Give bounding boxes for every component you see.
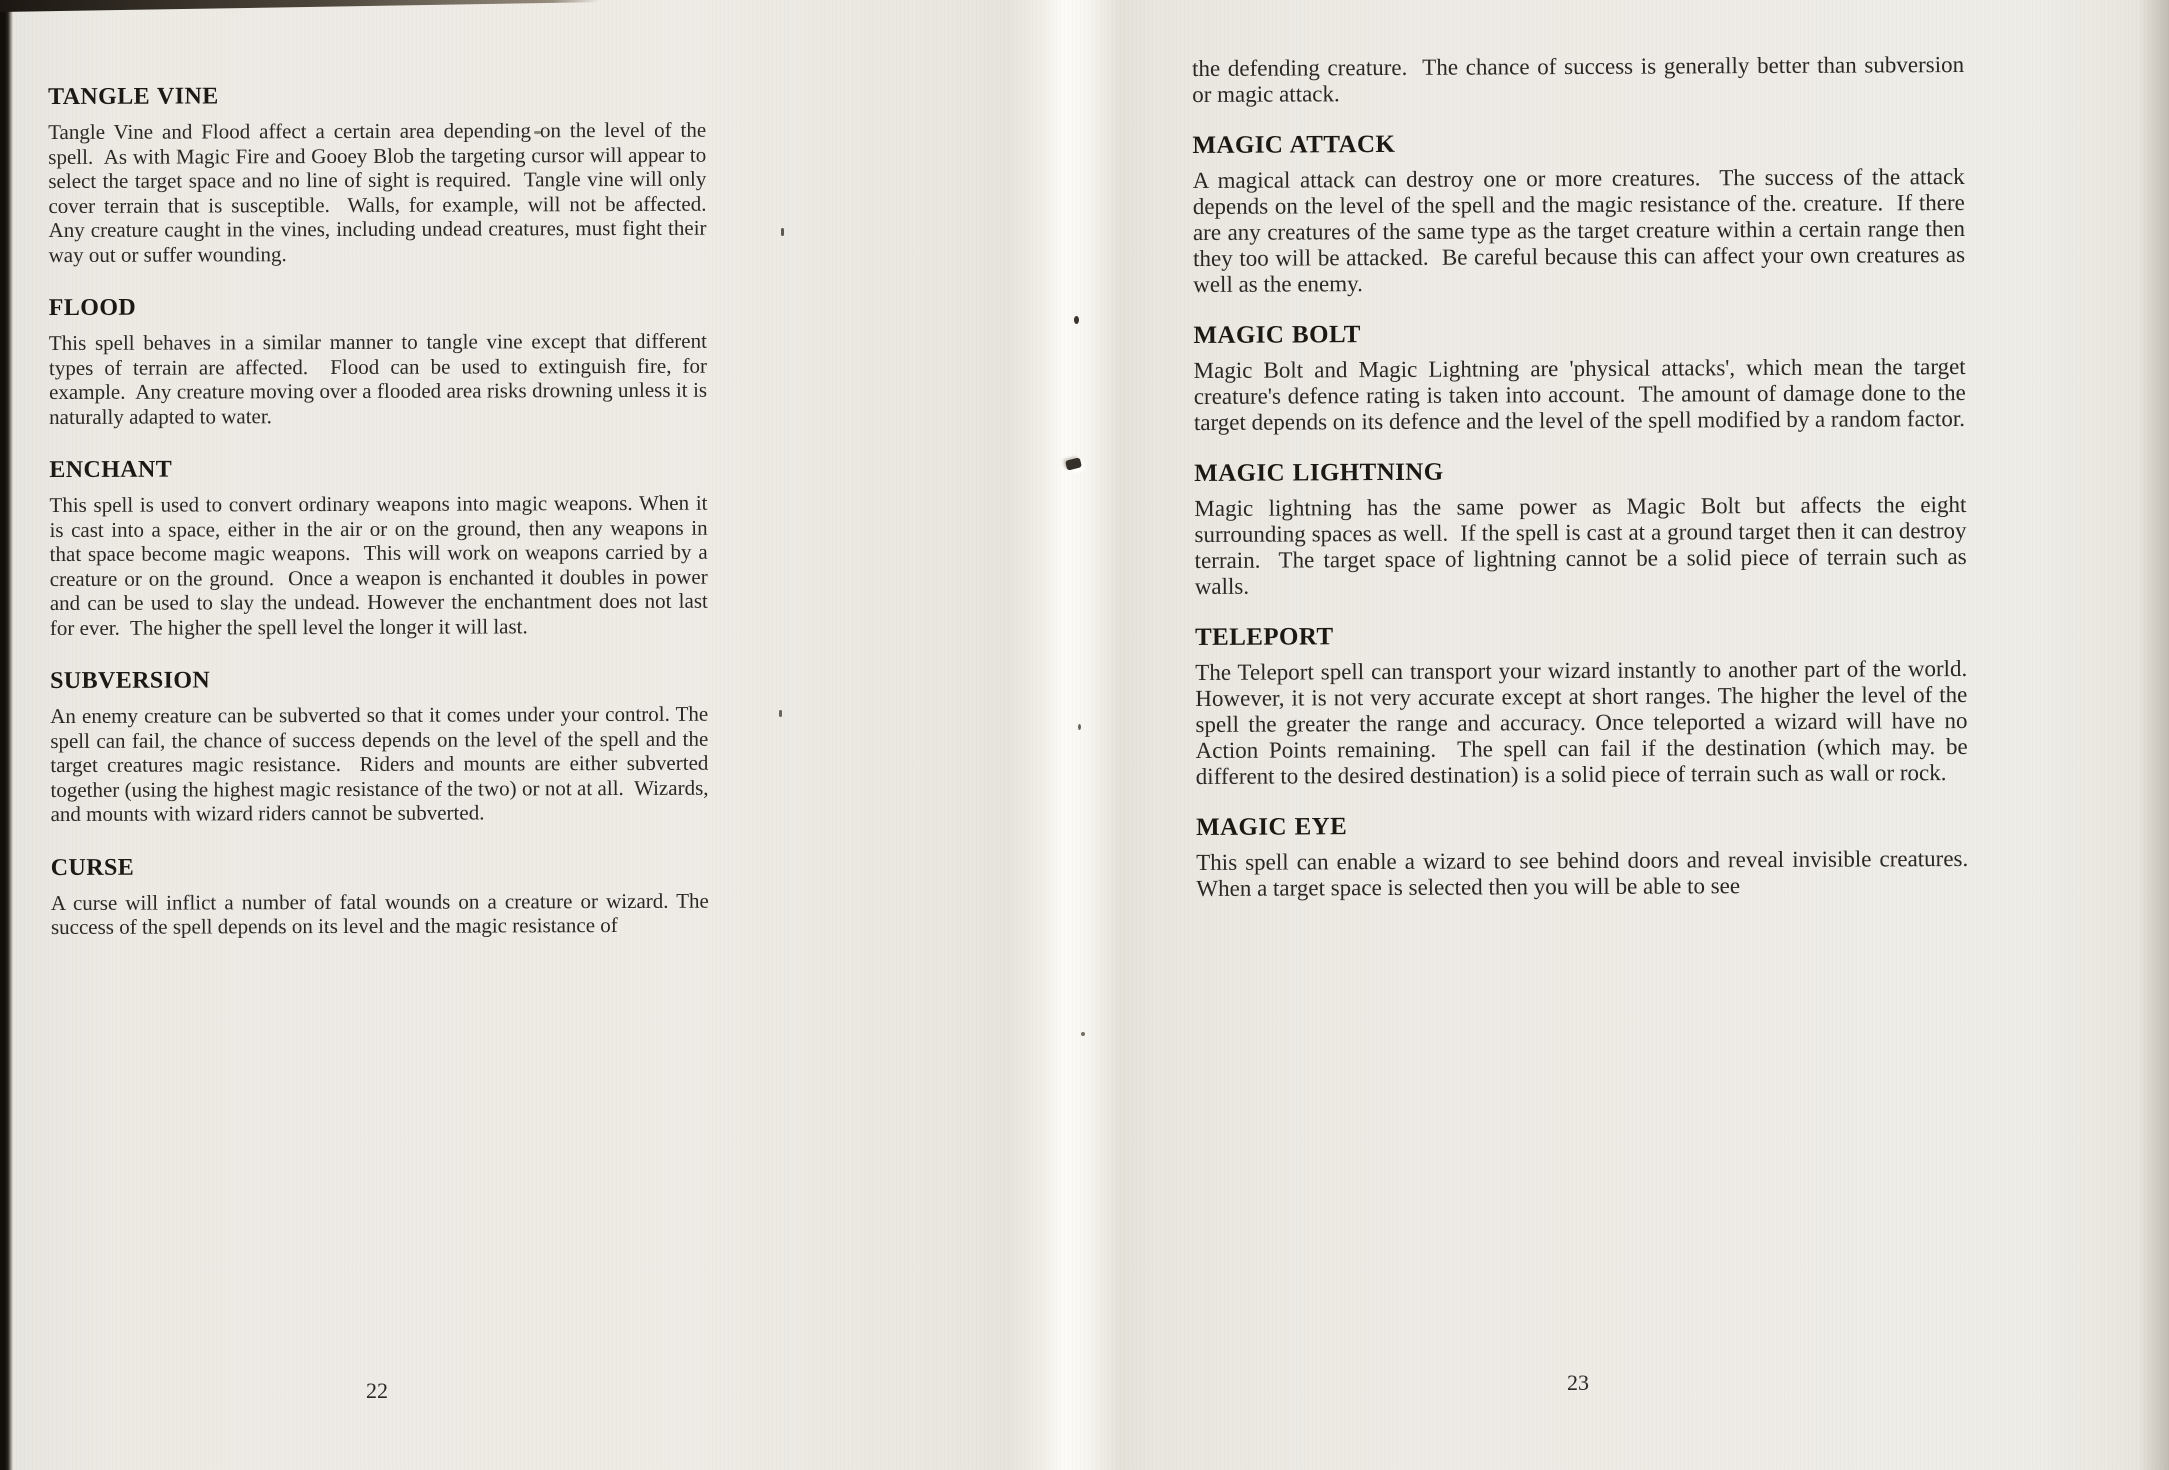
section-heading: CURSE [50,854,135,881]
section-heading: FLOOD [48,294,137,321]
section-heading: SUBVERSION [50,667,211,694]
spell-section-magic-attack [1192,128,1971,298]
section-heading: MAGIC EYE [1195,813,1348,841]
spell-section-tangle-vine [48,82,717,267]
scan-right-edge-shadow [2139,0,2169,1470]
section-heading: ENCHANT [49,456,173,483]
spell-section-enchant [49,455,714,640]
section-body: Magic lightning has the same power as Magic Bolt but affects the eight surrounding spaces as well. If the spell is cast at a ground target then it can destroy terrain. The target space of lightning cannot be a solid piece of terrain such as walls. [1194,491,1973,599]
section-body: Tangle Vine and Flood affect a certain area depending on the level of the spell. As with Magic Fire and Gooey Blob the targeting cursor will appear to select the target space and no line of sight is required. Tangle vine will only cover terrain that is susceptible. Walls, for example, will not be affected. Any creature caught in the vines, including undead creatures, must fight their way out or suffer wounding. [48,117,717,267]
section-heading: MAGIC LIGHTNING [1194,458,1444,487]
right-page-text-column [1192,51,1980,926]
spell-section-magic-lightning [1194,456,1973,600]
spell-section-flood [48,293,713,429]
section-heading: MAGIC BOLT [1193,321,1361,349]
spell-section-magic-bolt [1193,318,1972,436]
scan-speck [1081,1032,1085,1036]
section-body: A curse will inflict a number of fatal wounds on a creature or wizard. The success of the spell depends on its level and the magic resistance of [50,888,715,939]
left-page-text-column [48,82,717,968]
section-body: This spell behaves in a similar manner to tangle vine except that different types of terrain are affected. Flood can be used to extinguish fire, for example. Any creature moving over a flooded area risks drowning unless it is naturally adapted to water. [48,328,713,429]
spell-section-subversion [50,666,714,827]
scan-left-edge-shadow [0,0,13,1470]
continuation-paragraph: the defending creature. The chance of success is generally better than subversion or magic attack. [1192,51,1970,107]
spell-section-curse [50,852,715,939]
section-body: An enemy creature can be subverted so that it comes under your control. The spell can fail, the chance of success depends on the level of the spell and the target creatures magic resistance. Riders and mounts are either subverted together (using the highest magic resistance of the two) or not at all. Wizards, and mounts with wizard riders cannot be subverted. [50,701,714,826]
section-heading: TANGLE VINE [48,83,219,110]
scan-speck [1078,724,1081,730]
scan-speck [779,710,782,717]
spell-section-teleport [1194,620,1979,790]
section-heading: TELEPORT [1194,623,1334,651]
binding-staple-mark [1074,316,1079,324]
section-body: A magical attack can destroy one or more creatures. The success of the attack depends on the level of the spell and the magic resistance of the. creature. If there are any creatures of the same type as the target creature within a certain range then they too will be attacked. Be careful because this can affect your own creatures as well as the enemy. [1192,163,1971,297]
section-body: This spell can enable a wizard to see behind doors and reveal invisible creatures. When a target space is selected then you will be able to see [1196,845,1980,901]
section-body: Magic Bolt and Magic Lightning are 'physical attacks', which mean the target creature's defence rating is taken into account. The amount of damage done to the target depends on its defence and the level of the spell modified by a random factor. [1193,353,1972,435]
scan-speck [781,228,784,236]
page-number-left: 22 [366,1378,388,1403]
section-heading: MAGIC ATTACK [1192,130,1396,159]
page-number-right: 23 [1567,1370,1589,1395]
scan-top-edge-shadow [0,0,600,12]
section-body: This spell is used to convert ordinary weapons into magic weapons. When it is cast into a space, either in the air or on the ground, then any weapons in that space become magic weapons. This will work on weapons carried by a creature or on the ground. Once a weapon is enchanted it doubles in power and can be used to slay the undead. However the enchantment does not last for ever. The higher the spell level the longer it will last. [49,490,714,640]
binding-staple-mark [1065,457,1082,470]
spell-section-magic-eye [1195,810,1980,902]
section-body: The Teleport spell can transport your wizard instantly to another part of the world. However, it is not very accurate except at short ranges. The higher the level of the spell the greater the range and accuracy. Once teleported a wizard will have no Action Points remaining. The spell can fail if the destination (which may. be different to the desired destination) is a solid piece of terrain such as wall or rock. [1195,655,1979,789]
